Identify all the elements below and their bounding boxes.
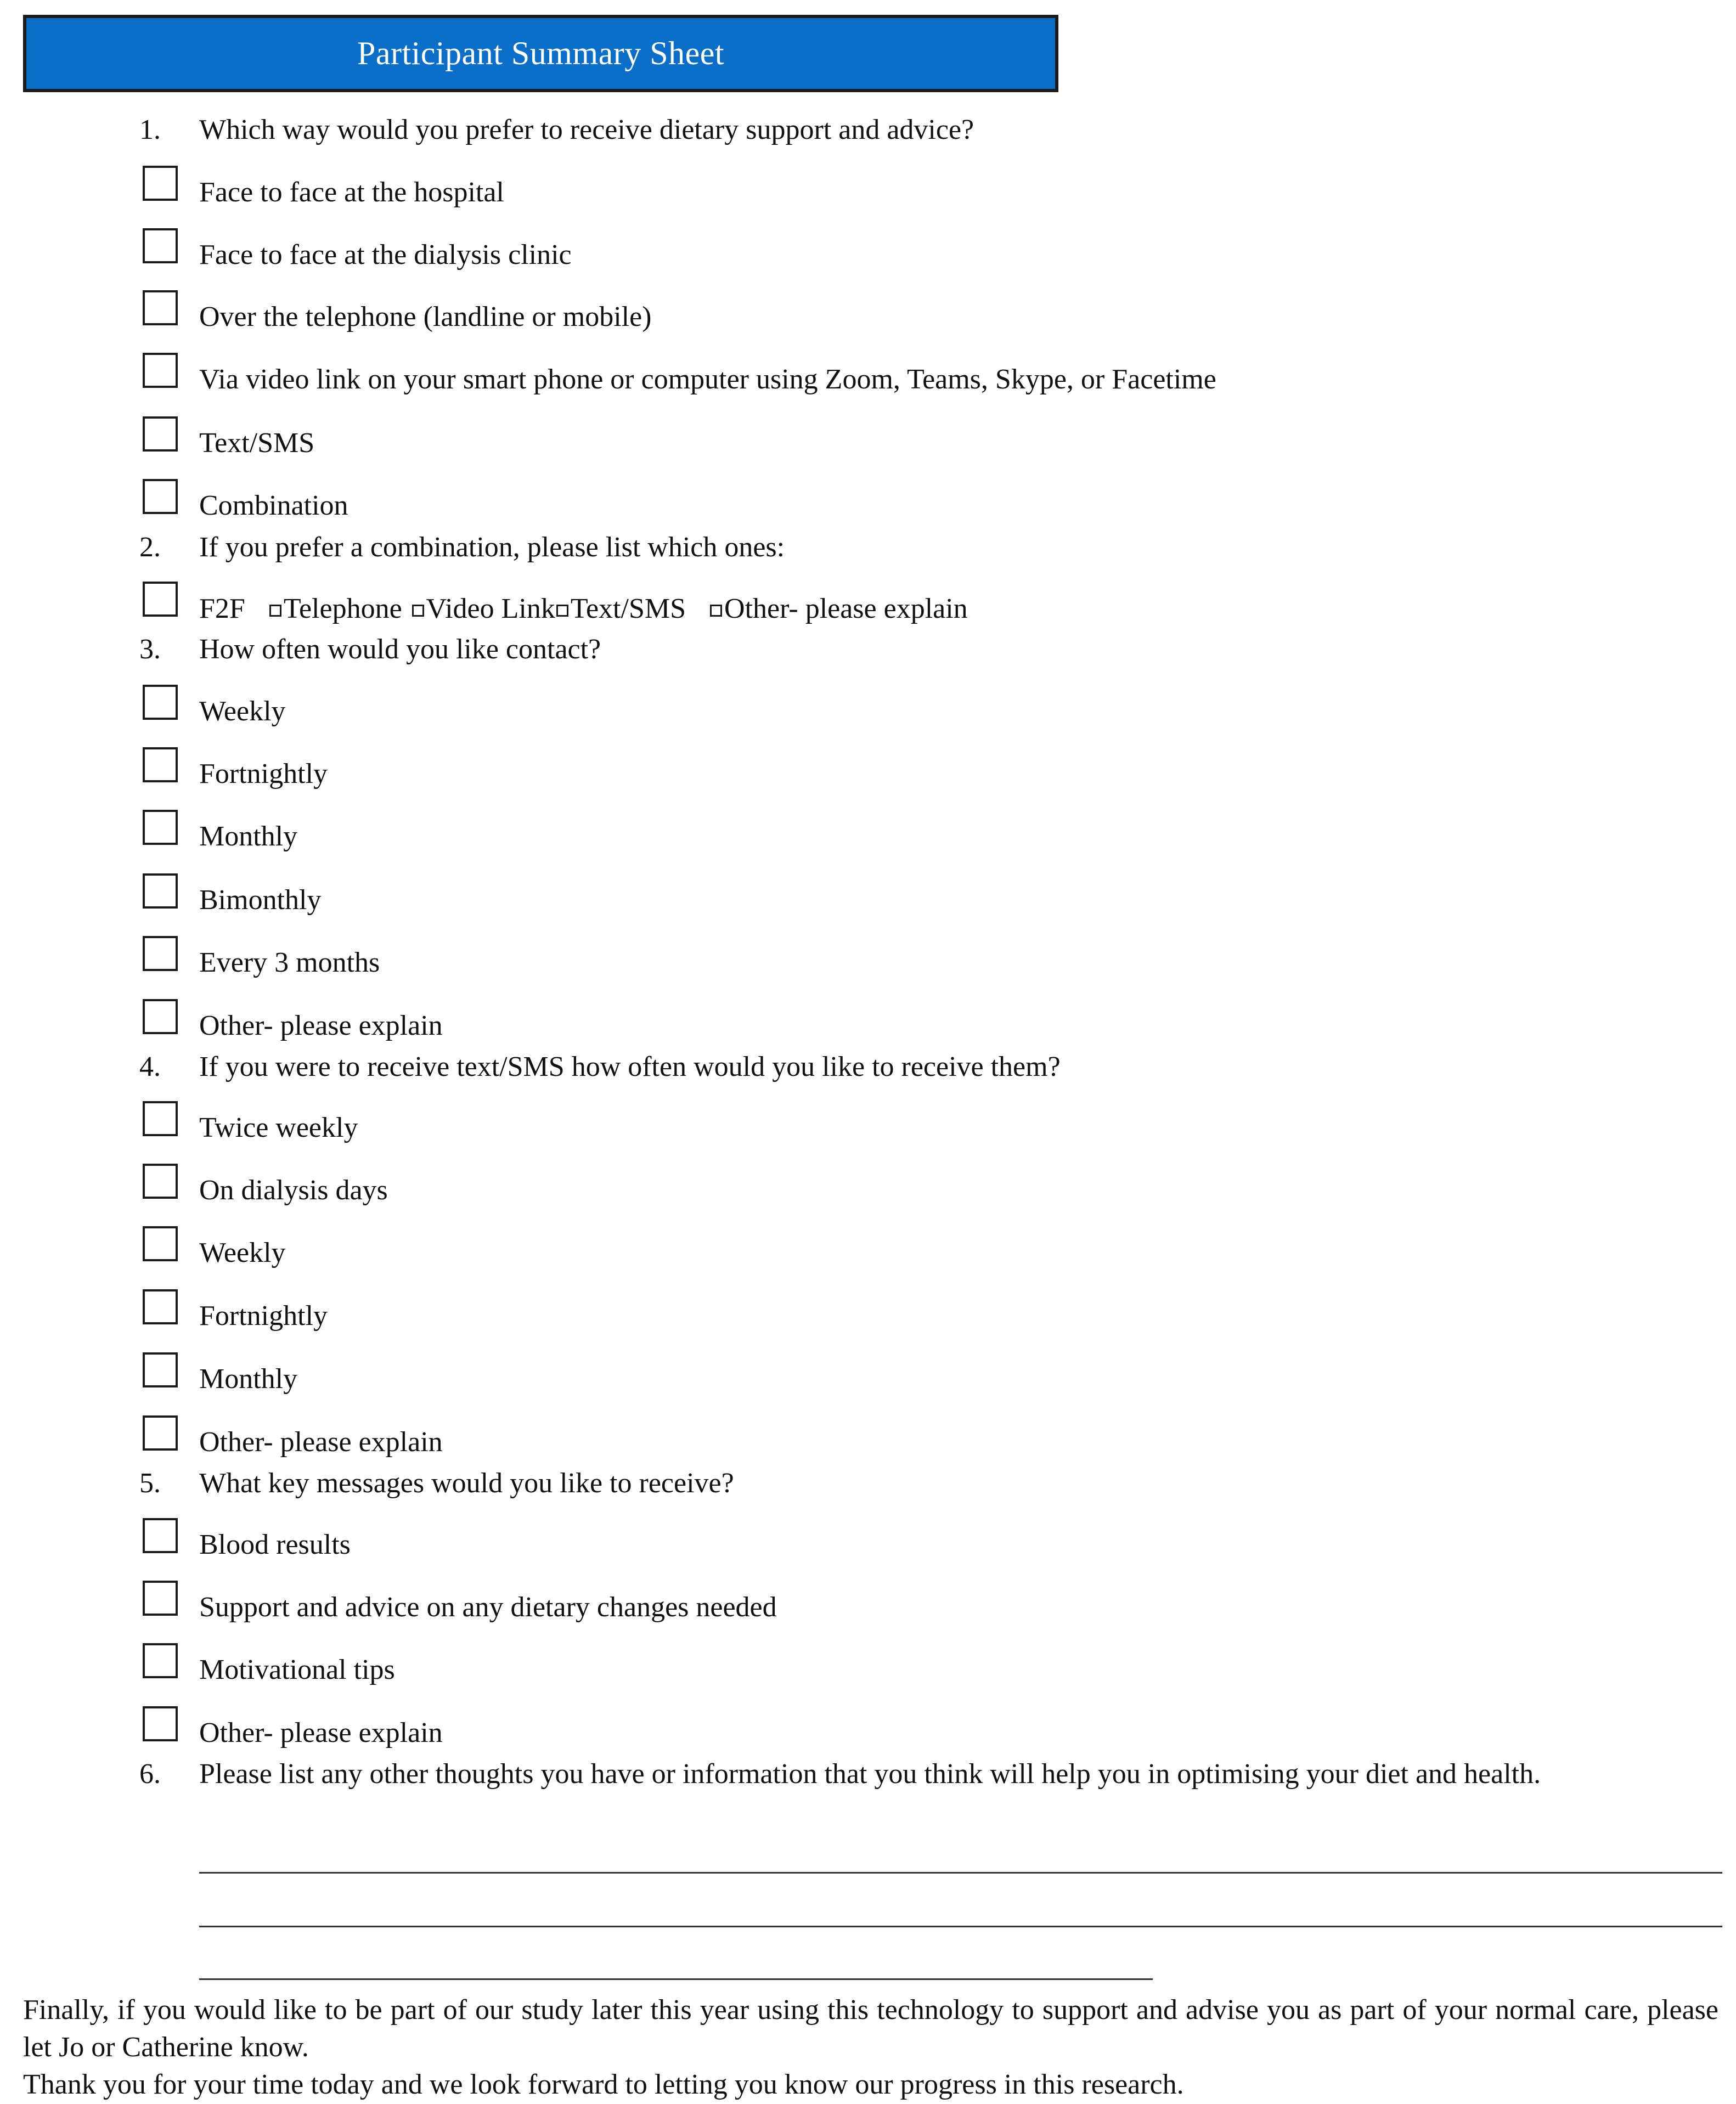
- option-label: Other- please explain: [199, 1010, 443, 1041]
- checkbox[interactable]: [143, 810, 178, 845]
- option-label: Weekly: [199, 1237, 286, 1268]
- question-text: If you were to receive text/SMS how often would you like to receive them?: [199, 1051, 1061, 1082]
- checkbox[interactable]: [143, 353, 178, 388]
- checkbox[interactable]: [143, 1289, 178, 1324]
- checkbox[interactable]: [556, 605, 568, 617]
- option-label: Blood results: [199, 1529, 351, 1560]
- question-number: 4.: [139, 1051, 161, 1082]
- checkbox[interactable]: [143, 1164, 178, 1199]
- option-label: On dialysis days: [199, 1175, 388, 1206]
- option-label: Support and advice on any dietary changes needed: [199, 1592, 777, 1623]
- checkbox[interactable]: [143, 1706, 178, 1741]
- option-label: Other- please explain: [724, 593, 968, 624]
- question-text: How often would you like contact?: [199, 634, 601, 665]
- checkbox[interactable]: [143, 1226, 178, 1261]
- checkbox[interactable]: [143, 1643, 178, 1678]
- option-label: Monthly: [199, 1363, 298, 1395]
- question-text: If you prefer a combination, please list which ones:: [199, 532, 785, 563]
- option-label: Twice weekly: [199, 1112, 358, 1143]
- checkbox[interactable]: [143, 1581, 178, 1616]
- checkbox[interactable]: [143, 747, 178, 782]
- combination-options-row: [199, 591, 968, 627]
- checkbox[interactable]: [143, 582, 178, 617]
- checkbox[interactable]: [143, 999, 178, 1034]
- page-title: Participant Summary Sheet: [357, 35, 725, 71]
- option-label: Via video link on your smart phone or computer using Zoom, Teams, Skype, or Facetime: [199, 364, 1216, 395]
- option-label: Telephone: [283, 593, 402, 624]
- option-label: Motivational tips: [199, 1654, 395, 1685]
- question-number: 6.: [139, 1758, 161, 1790]
- option-label: Video Link: [426, 593, 555, 624]
- checkbox[interactable]: [143, 1101, 178, 1136]
- option-label: Other- please explain: [199, 1717, 443, 1748]
- checkbox[interactable]: [143, 228, 178, 263]
- option-label: Combination: [199, 490, 348, 521]
- checkbox[interactable]: [143, 873, 178, 909]
- closing-paragraph: Finally, if you would like to be part of our study later this year using this technology to support and advise you as part of your normal care, please let Jo or Catherine know.: [23, 1994, 1718, 2063]
- checkbox[interactable]: [412, 605, 424, 617]
- checkbox[interactable]: [143, 1518, 178, 1553]
- question-text: Please list any other thoughts you have or information that you think will help you in optimising your diet and health.: [199, 1758, 1541, 1790]
- thank-you-paragraph: Thank you for your time today and we look forward to letting you know our progress in this research.: [23, 2069, 1184, 2100]
- question-text: Which way would you prefer to receive dietary support and advice?: [199, 114, 974, 145]
- option-label: Monthly: [199, 821, 298, 852]
- question-number: 3.: [139, 634, 161, 665]
- checkbox[interactable]: [143, 416, 178, 452]
- answer-line[interactable]: [199, 1872, 1722, 1874]
- answer-line[interactable]: [199, 1978, 1153, 1980]
- checkbox[interactable]: [143, 936, 178, 971]
- option-label: Fortnightly: [199, 758, 328, 789]
- question-number: 5.: [139, 1468, 161, 1499]
- closing-text: [23, 1992, 1718, 2103]
- option-label: Other- please explain: [199, 1426, 443, 1458]
- checkbox[interactable]: [143, 1352, 178, 1387]
- answer-line[interactable]: [199, 1926, 1722, 1927]
- option-label: Bimonthly: [199, 884, 322, 916]
- option-label: Text/SMS: [570, 593, 686, 624]
- question-number: 2.: [139, 532, 161, 563]
- checkbox[interactable]: [143, 479, 178, 514]
- question-text: What key messages would you like to receive?: [199, 1468, 734, 1499]
- checkbox[interactable]: [710, 605, 722, 617]
- checkbox[interactable]: [269, 605, 281, 617]
- question-number: 1.: [139, 114, 161, 145]
- title-banner: [23, 15, 1058, 92]
- option-label: Weekly: [199, 696, 286, 727]
- option-label: Every 3 months: [199, 947, 380, 978]
- checkbox[interactable]: [143, 166, 178, 201]
- option-label: Over the telephone (landline or mobile): [199, 301, 652, 332]
- option-label: Fortnightly: [199, 1300, 328, 1332]
- checkbox[interactable]: [143, 1415, 178, 1451]
- checkbox[interactable]: [143, 290, 178, 325]
- option-label: Face to face at the dialysis clinic: [199, 239, 572, 270]
- option-label: Text/SMS: [199, 427, 315, 459]
- option-label: F2F: [199, 593, 245, 624]
- checkbox[interactable]: [143, 685, 178, 720]
- option-label: Face to face at the hospital: [199, 177, 504, 208]
